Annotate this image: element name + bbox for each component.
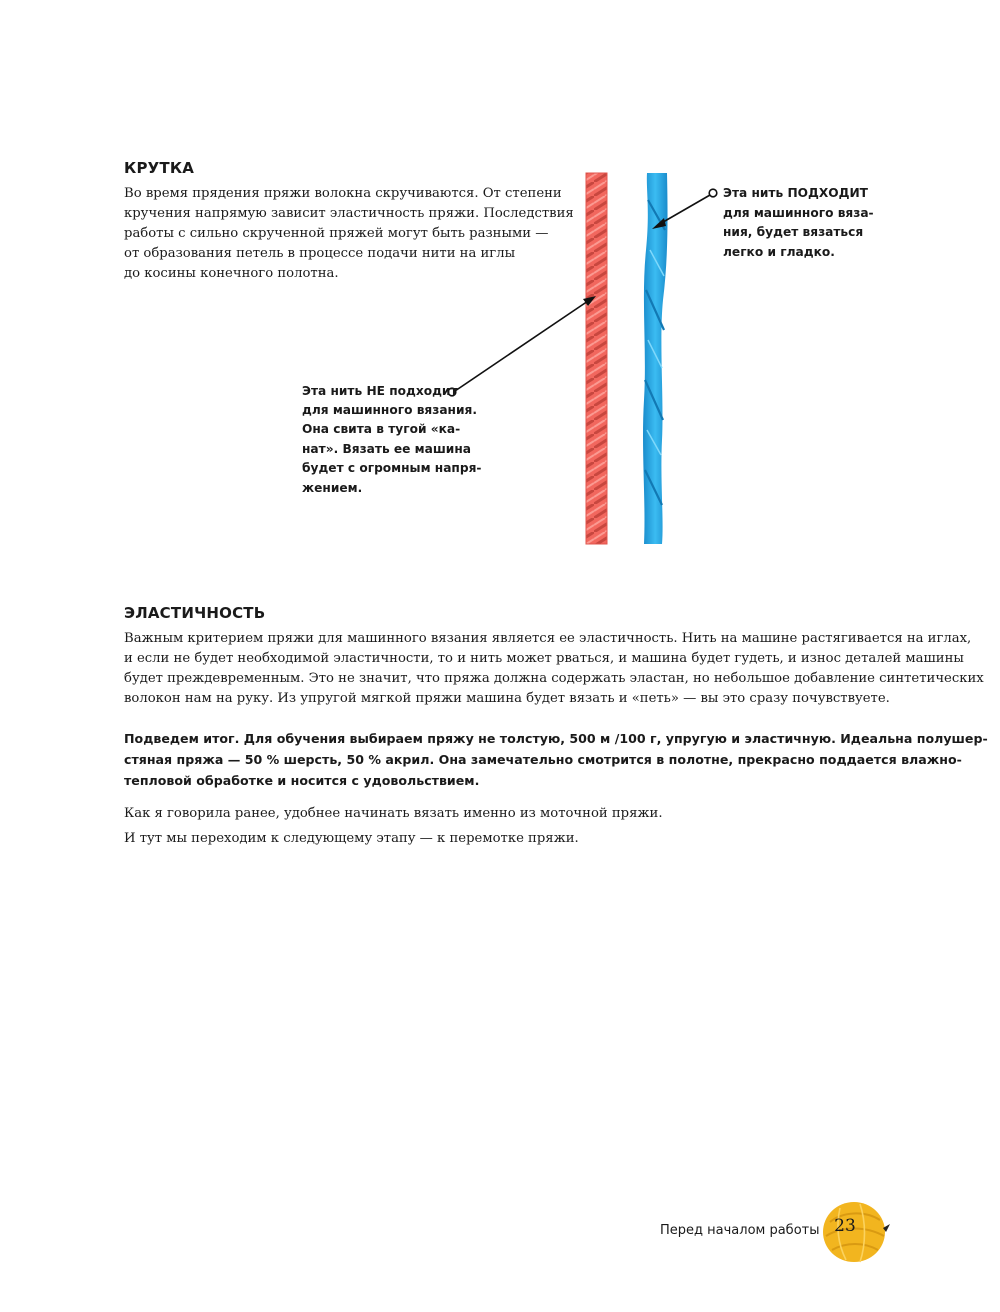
callout-arrow-bad: [448, 296, 596, 396]
section-heading-twist: КРУТКА: [124, 159, 195, 177]
elasticity-body-line: и если не будет необходимой эластичности, то и нить может рваться, и машина будет гудеть, и износ деталей машины: [124, 651, 964, 666]
page-number: 23: [834, 1216, 856, 1236]
section-heading-elasticity: ЭЛАСТИЧНОСТЬ: [124, 604, 266, 622]
summary-line: Подведем итог. Для обучения выбираем пряжу не толстую, 500 м /100 г, упругую и эластичную. Идеальна полушер-: [124, 731, 988, 746]
caption-good-line: для машинного вяза-: [723, 206, 874, 220]
caption-bad-line: Она свита в тугой «ка-: [302, 422, 461, 436]
yarn-comparison-illustration: [0, 0, 1000, 600]
caption-bad-line: жением.: [302, 481, 363, 495]
summary-line: стяная пряжа — 50 % шерсть, 50 % акрил. Она замечательно смотрится в полотне, прекрасно поддается влажно-: [124, 752, 962, 767]
twist-body-line: до косины конечного полотна.: [124, 266, 339, 281]
caption-good-line: Эта нить ПОДХОДИТ: [723, 186, 868, 200]
running-footer-title: Перед началом работы: [660, 1223, 820, 1238]
elasticity-body-line: волокон нам на руку. Из упругой мягкой пряжи машина будет вязать и «петь» — вы это сразу почувствуете.: [124, 691, 890, 706]
caption-good-line: легко и гладко.: [723, 245, 835, 259]
closing-paragraph: И тут мы переходим к следующему этапу — к перемотке пряжи.: [124, 831, 579, 846]
twist-body-line: от образования петель в процессе подачи нити на иглы: [124, 246, 516, 261]
summary-line: тепловой обработке и носится с удовольствием.: [124, 773, 480, 788]
loose-twisted-yarn: [643, 173, 668, 544]
caption-bad-line: Эта нить НЕ подходит: [302, 384, 458, 398]
elasticity-body-line: будет преждевременным. Это не значит, что пряжа должна содержать эластан, но небольшое добавление синтетических: [124, 671, 984, 686]
caption-good-line: ния, будет вязаться: [723, 225, 864, 239]
twist-body-line: кручения напрямую зависит эластичность пряжи. Последствия: [124, 206, 574, 221]
caption-bad-line: будет с огромным напря-: [302, 461, 482, 475]
twist-body-line: Во время прядения пряжи волокна скручиваются. От степени: [124, 186, 562, 201]
tight-twisted-yarn: [586, 173, 607, 544]
twist-body-line: работы с сильно скрученной пряжей могут быть разными —: [124, 226, 549, 241]
elasticity-body-line: Важным критерием пряжи для машинного вязания является ее эластичность. Нить на машине растягивается на иглах,: [124, 631, 972, 646]
caption-bad-line: для машинного вязания.: [302, 403, 477, 417]
caption-bad-line: нат». Вязать ее машина: [302, 442, 471, 456]
closing-paragraph: Как я говорила ранее, удобнее начинать вязать именно из моточной пряжи.: [124, 806, 663, 821]
